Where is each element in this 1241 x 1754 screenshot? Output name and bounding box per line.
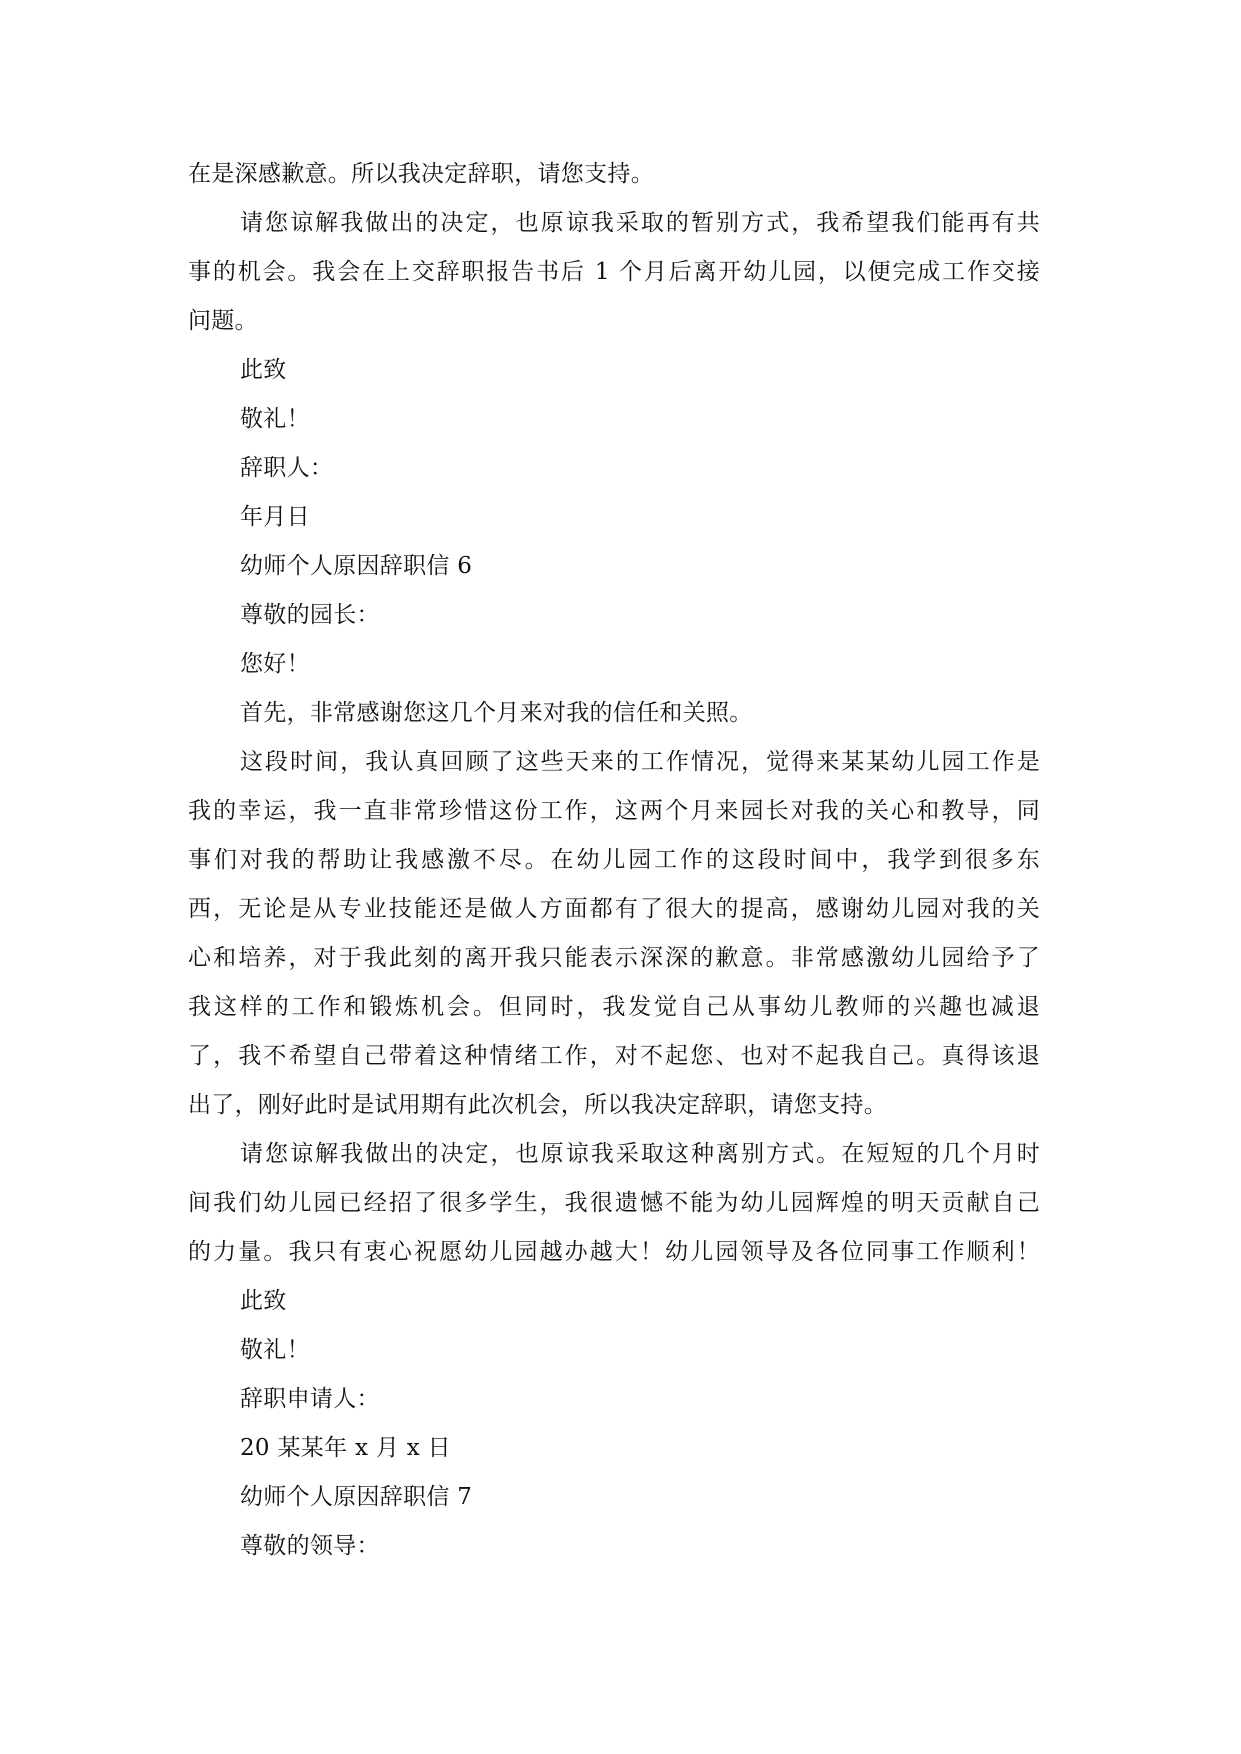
paragraph-line: 在是深感歉意。所以我决定辞职，请您支持。 [188,161,654,187]
paragraph-line: 西，无论是从专业技能还是做人方面都有了很大的提高，感谢幼儿园对我的关 [188,896,1040,922]
paragraph-line: 问题。 [188,308,258,334]
paragraph-line: 这段时间，我认真回顾了这些天来的工作情况，觉得来某某幼儿园工作是 [240,749,1040,775]
closing-regards: 敬礼！ [240,1337,310,1363]
signature-label: 辞职申请人： [240,1386,380,1412]
paragraph-line: 的力量。我只有衷心祝愿幼儿园越办越大！幼儿园领导及各位同事工作顺利！ [188,1239,1040,1265]
paragraph-line: 首先，非常感谢您这几个月来对我的信任和关照。 [240,700,753,726]
closing-salutation: 此致 [240,1288,287,1314]
paragraph-line: 我这样的工作和锻炼机会。但同时，我发觉自己从事幼儿教师的兴趣也减退 [188,994,1040,1020]
paragraph-line: 心和培养，对于我此刻的离开我只能表示深深的歉意。非常感激幼儿园给予了 [188,945,1040,971]
date-line: 年月日 [240,504,310,530]
paragraph-line: 我的幸运，我一直非常珍惜这份工作，这两个月来园长对我的关心和教导，同 [188,798,1040,824]
paragraph-line: 出了，刚好此时是试用期有此次机会，所以我决定辞职，请您支持。 [188,1092,887,1118]
letter-heading: 幼师个人原因辞职信 7 [240,1484,473,1510]
paragraph-line: 了，我不希望自己带着这种情绪工作，对不起您、也对不起我自己。真得该退 [188,1043,1040,1069]
paragraph-line: 事的机会。我会在上交辞职报告书后 1 个月后离开幼儿园，以便完成工作交接 [188,259,1040,285]
greeting-recipient: 尊敬的领导： [240,1533,380,1559]
paragraph-line: 间我们幼儿园已经招了很多学生，我很遗憾不能为幼儿园辉煌的明天贡献自己 [188,1190,1040,1216]
date-line: 20 某某年 x 月 x 日 [240,1435,451,1461]
closing-salutation: 此致 [240,357,287,383]
greeting-recipient: 尊敬的园长： [240,602,380,628]
closing-regards: 敬礼！ [240,406,310,432]
signature-label: 辞职人： [240,455,334,481]
greeting: 您好！ [240,651,310,677]
document-page [188,150,1040,1571]
letter-heading: 幼师个人原因辞职信 6 [240,553,473,579]
paragraph-line: 事们对我的帮助让我感激不尽。在幼儿园工作的这段时间中，我学到很多东 [188,847,1040,873]
paragraph-line: 请您谅解我做出的决定，也原谅我采取这种离别方式。在短短的几个月时 [240,1141,1040,1167]
paragraph-line: 请您谅解我做出的决定，也原谅我采取的暂别方式，我希望我们能再有共 [240,210,1040,236]
